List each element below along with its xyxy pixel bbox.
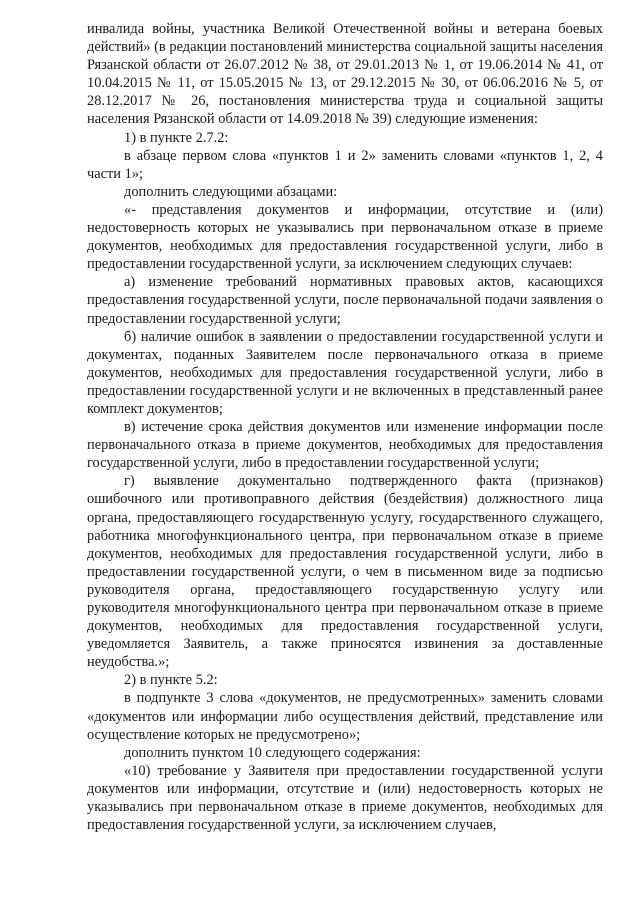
paragraph-item-2: 2) в пункте 5.2: <box>124 672 218 689</box>
paragraph-intro: инвалида войны, участника Великой Отечественной войны и ветерана боевых действий» (в редакции постановлений министерства социальной защиты населения Рязанской области от 26.07.2012 № 38, от 29.01.2013 № 1, от 19.06.2014 № 41, от 10.04.2015 № 11, от 15.05.2015 № 13, от 29.12.2015 № 30, от 06.06.2016 № 5, от 28.12.2017 № 26, постановления министерства труда и социальной защиты населения Рязанской области от 14.09.2018 № 39) следующие изменения: <box>87 21 603 128</box>
paragraph-add-item-10: дополнить пунктом 10 следующего содержания: <box>124 744 421 761</box>
paragraph-case-a: а) изменение требований нормативных правовых актов, касающихся предоставления государственной услуги, после первоначальной подачи заявления о предоставлении государственной услуги; <box>87 274 603 327</box>
paragraph-case-b: б) наличие ошибок в заявлении о предоставлении государственной услуги и документах, поданных Заявителем после первоначального отказа в приеме документов, необходимых для предоставления государственной услуги, либо в предоставлении государственной услуги и не включенных в представленный ранее комплект документов; <box>87 328 603 417</box>
paragraph-quoted-start: «- представления документов и информации, отсутствие и (или) недостоверность которых не указывались при первоначальном отказе в приеме документов, необходимых для предоставления государственной услуги, либо в предоставлении государственной услуги, за исключением следующих случаев: <box>87 201 603 273</box>
paragraph-item-10-text: «10) требование у Заявителя при предоставлении государственной услуги документов или информации, отсутствие и (или) недостоверность которых не указывались при первоначальном отказе в приеме документов, необходимых для предоставления государственной услуги, за исключением случаев, <box>87 762 603 834</box>
paragraph-replace-words: в абзаце первом слова «пунктов 1 и 2» заменить словами «пунктов 1, 2, 4 части 1»; <box>87 147 603 182</box>
paragraph-case-v: в) истечение срока действия документов или изменение информации после первоначального отказа в приеме документов, необходимых для предоставления государственной услуги, либо в предоставлении государственной услуги; <box>87 419 603 472</box>
paragraph-item-1: 1) в пункте 2.7.2: <box>124 129 229 146</box>
paragraph-add-abzacs: дополнить следующими абзацами: <box>124 183 338 200</box>
paragraph-subitem-3: в подпункте 3 слова «документов, не предусмотренных» заменить словами «документов или информации либо осуществления действий, представление или осуществление которых не предусмотрено»; <box>87 690 603 743</box>
paragraph-case-g: г) выявление документально подтвержденного факта (признаков) ошибочного или противоправного действия (бездействия) должностного лица органа, предоставляющего государственную услугу, государственного служащего, работника многофункционального центра, при первоначальном отказе в приеме документов, необходимых для предоставления государственной услуги, либо в предоставлении государственной услуги, о чем в письменном виде за подписью руководителя органа, предоставляющего государственную услугу или руководителя многофункционального центра при первоначальном отказе в приеме документов, необходимых для предоставления государственной услуги, уведомляется Заявитель, а также приносятся извинения за доставленные неудобства.»; <box>87 473 603 671</box>
